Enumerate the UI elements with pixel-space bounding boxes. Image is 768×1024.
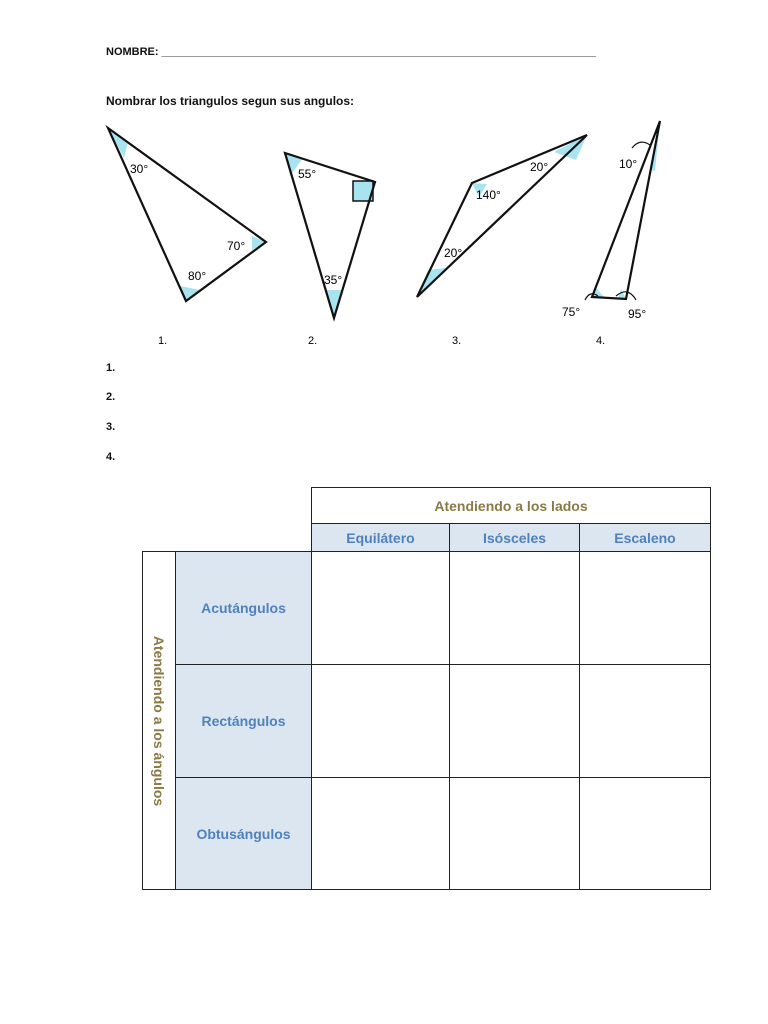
name-field-label: NOMBRE: _______________________________________________________________________ (106, 46, 596, 58)
cell-rectangulo-escaleno[interactable] (579, 664, 711, 778)
triangle-1-angle-a: 30° (130, 162, 149, 176)
answer-line-1: 1. (106, 362, 116, 374)
answer-line-2: 2. (106, 391, 116, 403)
cell-acutangulo-equilatero[interactable] (311, 551, 450, 665)
figure-number-4: 4. (596, 335, 606, 347)
cell-obtusangulo-isosceles[interactable] (449, 777, 580, 890)
row-header-acutangulos: Acutángulos (175, 551, 312, 665)
figure-number-2: 2. (308, 335, 318, 347)
triangle-1 (108, 128, 266, 347)
cell-acutangulo-escaleno[interactable] (579, 551, 711, 665)
column-header-isosceles: Isósceles (449, 523, 580, 552)
column-header-escaleno: Escaleno (579, 523, 711, 552)
cell-obtusangulo-escaleno[interactable] (579, 777, 711, 890)
triangle-3-angle-b: 140° (476, 188, 501, 202)
cell-rectangulo-isosceles[interactable] (449, 664, 580, 778)
triangle-4-angle-a: 10° (619, 157, 638, 171)
triangle-4-angle-c: 95° (628, 307, 647, 321)
instruction-text: Nombrar los triangulos segun sus angulos: (106, 94, 355, 108)
sides-header: Atendiendo a los lados (311, 487, 711, 524)
triangle-3-angle-c: 20° (444, 246, 463, 260)
cell-obtusangulo-equilatero[interactable] (311, 777, 450, 890)
cell-acutangulo-isosceles[interactable] (449, 551, 580, 665)
triangle-1-angle-c: 80° (188, 269, 207, 283)
figure-number-3: 3. (452, 335, 462, 347)
triangle-1-angle-b: 70° (227, 239, 246, 253)
answer-line-4: 4. (106, 451, 116, 463)
cell-rectangulo-equilatero[interactable] (311, 664, 450, 778)
triangle-2-angle-b: 35° (324, 273, 343, 287)
column-header-equilatero: Equilátero (311, 523, 450, 552)
triangle-2-angle-a: 55° (298, 167, 317, 181)
row-header-rectangulos: Rectángulos (175, 664, 312, 778)
triangle-3-angle-a: 20° (530, 160, 549, 174)
angles-header (142, 551, 176, 890)
answer-line-3: 3. (106, 421, 116, 433)
triangle-4-angle-b: 75° (562, 305, 581, 319)
angles-header-text: Atendiendo a los ángulos (151, 635, 168, 806)
triangle-2 (285, 153, 375, 347)
figure-number-1: 1. (158, 335, 168, 347)
triangles-figure (0, 110, 768, 360)
row-header-obtusangulos: Obtusángulos (175, 777, 312, 890)
